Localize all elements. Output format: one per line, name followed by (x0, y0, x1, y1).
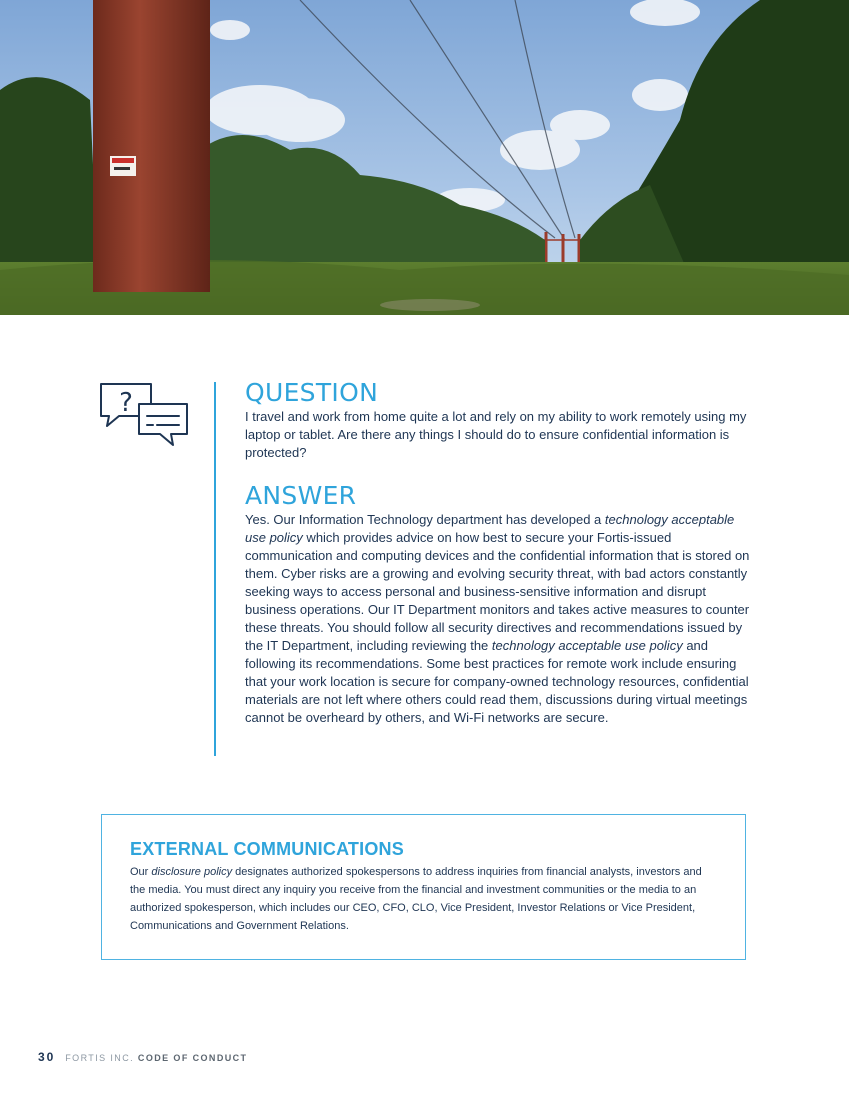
chat-bubbles-question-icon (97, 380, 191, 448)
vertical-divider (214, 382, 216, 756)
answer-text-part1: Yes. Our Information Technology department has developed a (245, 512, 605, 527)
page-number: 30 (38, 1050, 56, 1064)
answer-text-part2: which provides advice on how best to secure your Fortis-issued communication and computing devices and the confidential information that is stored on them. Cyber risks are a growing and evolving security threat, with bad actors constantly seeking ways to access personal and business-sensitive information and disrupt business operations. Our IT Department monitors and takes active measures to counter these threats. You should follow all security directives and recommendations issued by the IT Department, including reviewing the (245, 530, 750, 653)
external-communications-box (101, 814, 746, 960)
external-text-part1: Our (130, 866, 152, 878)
footer-document-title: CODE OF CONDUCT (137, 1053, 248, 1063)
hero-image (0, 0, 849, 315)
policy-reference: technology acceptable use policy (245, 512, 735, 545)
question-text: I travel and work from home quite a lot and rely on my ability to work remotely using my laptop or tablet. Are there any things I should do to ensure confidential information is protected? (245, 409, 747, 460)
external-communications-text (130, 863, 720, 935)
svg-text:?: ? (119, 388, 133, 418)
qa-section (245, 378, 750, 727)
footer-company: FORTIS INC. (65, 1053, 135, 1063)
policy-reference: technology acceptable use policy (491, 638, 683, 653)
answer-text (245, 511, 750, 727)
external-communications-title: EXTERNAL COMMUNICATIONS (130, 839, 404, 859)
external-text-part2: designates authorized spokespersons to address inquiries from financial analysts, investors and the media. You must direct any inquiry you receive from the financial and investment communities or the media to an authorized spokesperson, which includes our CEO, CFO, CLO, Vice President, Investor Relations or Vice President, Communications and Government Relations. (130, 866, 702, 932)
hero-photo (0, 0, 849, 315)
answer-text-part3: and following its recommendations. Some best practices for remote work include ensuring that your work location is secure for company-owned technology resources, confidential materials are not left where others could read them, discussions during virtual meetings cannot be overheard by others, and Wi-Fi networks are secure. (245, 638, 749, 725)
page-footer (38, 1050, 247, 1064)
disclosure-policy-reference: disclosure policy (151, 866, 233, 878)
answer-heading: ANSWER (245, 481, 357, 510)
question-heading: QUESTION (245, 378, 379, 407)
